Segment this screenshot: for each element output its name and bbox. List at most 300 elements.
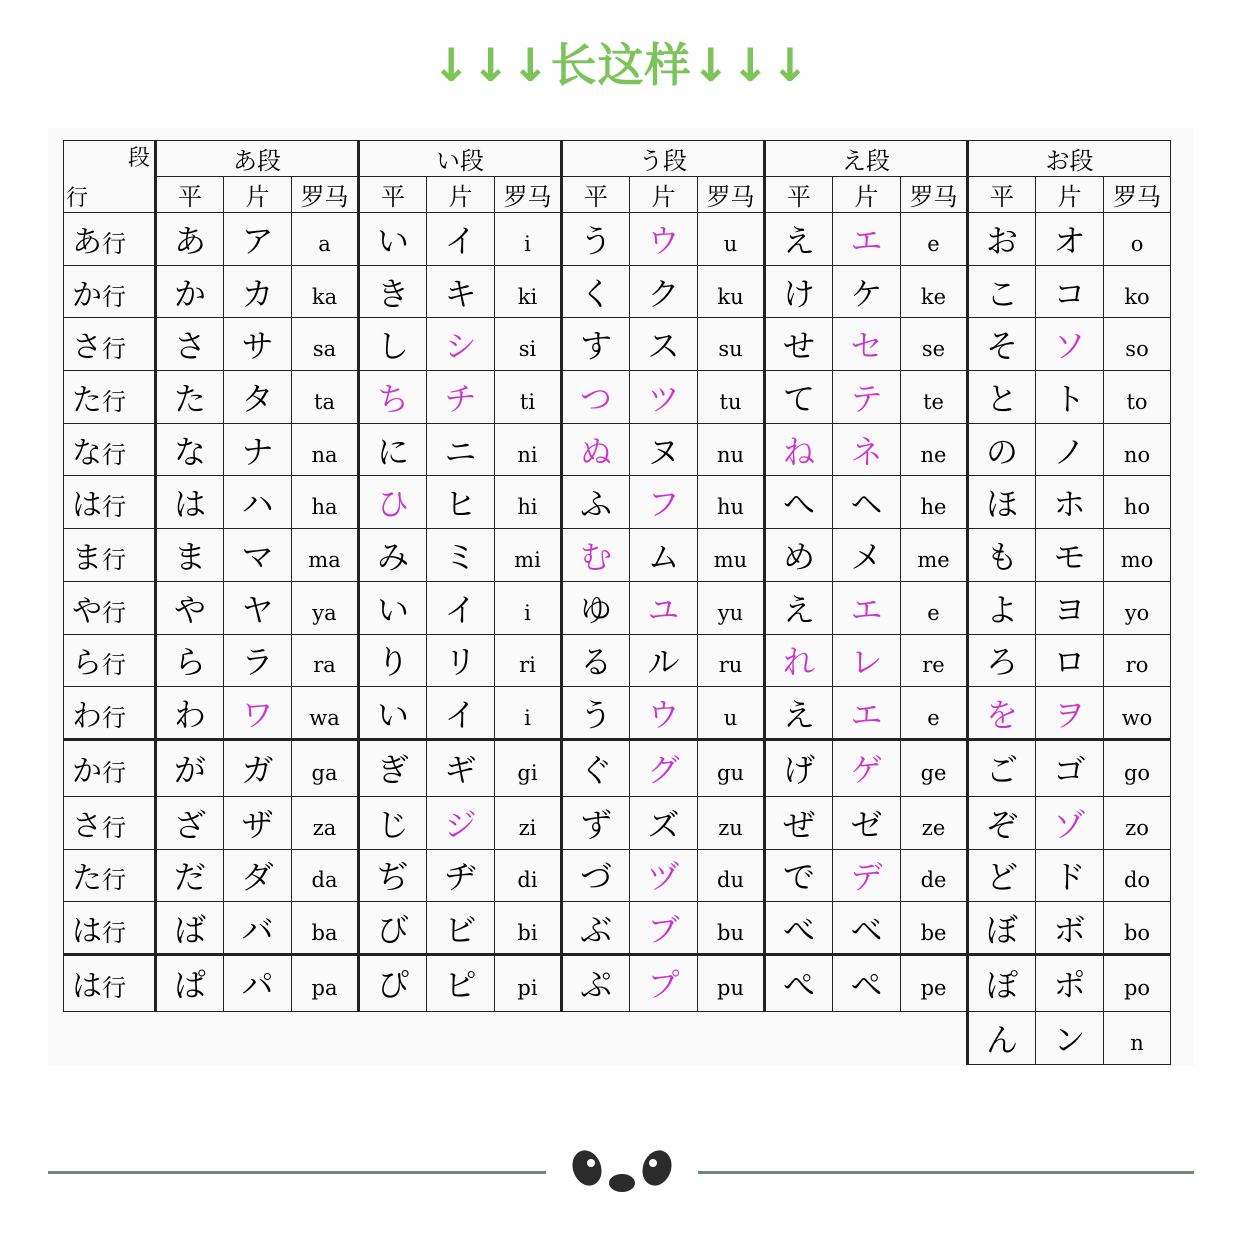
romaji-cell: ni	[495, 423, 562, 476]
romaji-cell: ku	[698, 265, 765, 318]
hiragana-cell: け	[765, 265, 833, 318]
hiragana-cell: げ	[765, 739, 833, 796]
hiragana-cell: で	[765, 849, 833, 902]
hiragana-cell: ん	[968, 1011, 1036, 1064]
romaji-cell: gi	[495, 739, 562, 796]
romaji-cell: i	[495, 213, 562, 266]
hiragana-cell: ぐ	[562, 739, 630, 796]
sub-header: 平	[765, 177, 833, 213]
romaji-cell: ya	[292, 581, 359, 634]
hiragana-cell: ひ	[359, 476, 427, 529]
katakana-cell: ユ	[630, 581, 698, 634]
row-label	[64, 739, 156, 796]
hiragana-cell: じ	[359, 796, 427, 849]
divider-left	[48, 1171, 546, 1174]
romaji-cell: i	[495, 581, 562, 634]
katakana-cell: ウ	[630, 213, 698, 266]
romaji-cell: ba	[292, 902, 359, 955]
hiragana-cell: う	[562, 213, 630, 266]
hiragana-cell: だ	[156, 849, 224, 902]
hiragana-cell: ふ	[562, 476, 630, 529]
hiragana-cell: ほ	[968, 476, 1036, 529]
empty-cell	[562, 1011, 630, 1064]
katakana-cell: コ	[1036, 265, 1104, 318]
katakana-cell: シ	[427, 318, 495, 371]
row-label	[64, 849, 156, 902]
table-row	[64, 902, 1171, 955]
hiragana-cell: や	[156, 581, 224, 634]
romaji-cell: hi	[495, 476, 562, 529]
hiragana-cell: へ	[765, 476, 833, 529]
table-row	[64, 739, 1171, 796]
romaji-cell: ti	[495, 371, 562, 424]
hiragana-cell: せ	[765, 318, 833, 371]
hiragana-cell: ざ	[156, 796, 224, 849]
row-label	[64, 902, 156, 955]
row-label-kana: は	[72, 488, 102, 524]
hiragana-cell: み	[359, 529, 427, 582]
katakana-cell: ネ	[833, 423, 901, 476]
katakana-cell: イ	[427, 687, 495, 740]
row-label-gyo: 行	[102, 282, 126, 311]
katakana-cell: ベ	[833, 902, 901, 955]
hiragana-cell: そ	[968, 318, 1036, 371]
romaji-cell: e	[901, 581, 968, 634]
table-row	[64, 634, 1171, 687]
romaji-cell: ge	[901, 739, 968, 796]
hiragana-cell: か	[156, 265, 224, 318]
katakana-cell: ヲ	[1036, 687, 1104, 740]
row-label-kana: わ	[72, 698, 102, 734]
hiragana-cell: く	[562, 265, 630, 318]
table-row	[64, 687, 1171, 740]
katakana-cell: ム	[630, 529, 698, 582]
row-label-kana: た	[72, 382, 102, 418]
romaji-cell: te	[901, 371, 968, 424]
sub-header: 平	[968, 177, 1036, 213]
sub-header: 罗马	[698, 177, 765, 213]
katakana-cell: ラ	[224, 634, 292, 687]
hiragana-cell: ど	[968, 849, 1036, 902]
katakana-cell: ヘ	[833, 476, 901, 529]
katakana-cell: エ	[833, 213, 901, 266]
katakana-cell: ソ	[1036, 318, 1104, 371]
empty-cell	[427, 1011, 495, 1064]
row-label	[64, 423, 156, 476]
katakana-cell: ザ	[224, 796, 292, 849]
katakana-cell: ギ	[427, 739, 495, 796]
romaji-cell: ra	[292, 634, 359, 687]
romaji-cell: zu	[698, 796, 765, 849]
romaji-cell: bi	[495, 902, 562, 955]
romaji-cell: ri	[495, 634, 562, 687]
katakana-cell: プ	[630, 954, 698, 1011]
table-row	[64, 581, 1171, 634]
romaji-cell: be	[901, 902, 968, 955]
corner-dan-label: 段	[127, 146, 150, 171]
katakana-cell: ド	[1036, 849, 1104, 902]
romaji-cell: wa	[292, 687, 359, 740]
row-label-kana: さ	[72, 808, 102, 844]
hiragana-cell: き	[359, 265, 427, 318]
katakana-cell: エ	[833, 687, 901, 740]
panda-right-eye	[638, 1146, 675, 1189]
hiragana-cell: べ	[765, 902, 833, 955]
katakana-cell: ゼ	[833, 796, 901, 849]
katakana-cell: サ	[224, 318, 292, 371]
sub-header: 平	[359, 177, 427, 213]
row-label	[64, 265, 156, 318]
hiragana-cell: う	[562, 687, 630, 740]
row-label-gyo: 行	[102, 440, 126, 469]
column-header: あ段	[156, 141, 359, 177]
hiragana-cell: あ	[156, 213, 224, 266]
column-header: う段	[562, 141, 765, 177]
katakana-cell: ナ	[224, 423, 292, 476]
sub-header: 片	[427, 177, 495, 213]
row-label-kana: ま	[72, 540, 102, 576]
romaji-cell: zi	[495, 796, 562, 849]
panda-nose	[609, 1174, 635, 1192]
table-row	[64, 849, 1171, 902]
table-row	[64, 954, 1171, 1011]
hiragana-cell: ば	[156, 902, 224, 955]
hiragana-cell: ゆ	[562, 581, 630, 634]
row-label-kana: は	[72, 913, 102, 949]
katakana-cell: ロ	[1036, 634, 1104, 687]
romaji-cell: tu	[698, 371, 765, 424]
hiragana-cell: ま	[156, 529, 224, 582]
hiragana-cell: ぜ	[765, 796, 833, 849]
hiragana-cell: よ	[968, 581, 1036, 634]
romaji-cell: n	[1104, 1011, 1171, 1064]
romaji-cell: o	[1104, 213, 1171, 266]
katakana-cell: ヒ	[427, 476, 495, 529]
hiragana-cell: ぬ	[562, 423, 630, 476]
column-header: お段	[968, 141, 1171, 177]
romaji-cell: da	[292, 849, 359, 902]
table-row	[64, 529, 1171, 582]
romaji-cell: bo	[1104, 902, 1171, 955]
romaji-cell: na	[292, 423, 359, 476]
romaji-cell: mo	[1104, 529, 1171, 582]
hiragana-cell: お	[968, 213, 1036, 266]
hiragana-cell: を	[968, 687, 1036, 740]
romaji-cell: a	[292, 213, 359, 266]
romaji-cell: re	[901, 634, 968, 687]
hiragana-cell: し	[359, 318, 427, 371]
katakana-cell: ヤ	[224, 581, 292, 634]
sub-header: 罗马	[1104, 177, 1171, 213]
romaji-cell: ma	[292, 529, 359, 582]
table-row	[64, 423, 1171, 476]
sub-header: 片	[833, 177, 901, 213]
katakana-cell: ゾ	[1036, 796, 1104, 849]
row-label	[64, 371, 156, 424]
table-row	[64, 476, 1171, 529]
katakana-cell: ケ	[833, 265, 901, 318]
romaji-cell: nu	[698, 423, 765, 476]
hiragana-cell: い	[359, 687, 427, 740]
katakana-cell: レ	[833, 634, 901, 687]
row-label-kana: た	[72, 861, 102, 897]
empty-cell	[292, 1011, 359, 1064]
katakana-cell: ボ	[1036, 902, 1104, 955]
romaji-cell: du	[698, 849, 765, 902]
katakana-cell: エ	[833, 581, 901, 634]
hiragana-cell: え	[765, 213, 833, 266]
katakana-cell: ノ	[1036, 423, 1104, 476]
romaji-cell: pu	[698, 954, 765, 1011]
hiragana-cell: ぴ	[359, 954, 427, 1011]
romaji-cell: me	[901, 529, 968, 582]
empty-cell	[765, 1011, 833, 1064]
row-label-kana: か	[72, 277, 102, 313]
row-label-gyo: 行	[102, 493, 126, 522]
katakana-cell: ゴ	[1036, 739, 1104, 796]
katakana-cell: キ	[427, 265, 495, 318]
katakana-cell: ハ	[224, 476, 292, 529]
row-label-kana: あ	[72, 224, 102, 260]
romaji-cell: u	[698, 687, 765, 740]
hiragana-cell: づ	[562, 849, 630, 902]
romaji-cell: ha	[292, 476, 359, 529]
corner-header	[64, 141, 156, 213]
katakana-cell: ピ	[427, 954, 495, 1011]
hiragana-cell: ろ	[968, 634, 1036, 687]
hiragana-cell: つ	[562, 371, 630, 424]
hiragana-cell: ぢ	[359, 849, 427, 902]
katakana-cell: ジ	[427, 796, 495, 849]
romaji-cell: su	[698, 318, 765, 371]
hiragana-cell: に	[359, 423, 427, 476]
sub-header: 罗马	[901, 177, 968, 213]
hiragana-cell: ね	[765, 423, 833, 476]
empty-cell	[630, 1011, 698, 1064]
katakana-cell: ク	[630, 265, 698, 318]
hiragana-cell: ぱ	[156, 954, 224, 1011]
katakana-cell: ポ	[1036, 954, 1104, 1011]
romaji-cell: pa	[292, 954, 359, 1011]
katakana-cell: セ	[833, 318, 901, 371]
empty-cell	[698, 1011, 765, 1064]
row-label	[64, 213, 156, 266]
katakana-cell: タ	[224, 371, 292, 424]
empty-cell	[495, 1011, 562, 1064]
romaji-cell: si	[495, 318, 562, 371]
romaji-cell: ho	[1104, 476, 1171, 529]
row-label-kana: さ	[72, 330, 102, 366]
hiragana-cell: さ	[156, 318, 224, 371]
row-label-kana: ら	[72, 646, 102, 682]
romaji-cell: bu	[698, 902, 765, 955]
romaji-cell: ne	[901, 423, 968, 476]
romaji-cell: he	[901, 476, 968, 529]
romaji-cell: ta	[292, 371, 359, 424]
romaji-cell: mu	[698, 529, 765, 582]
romaji-cell: ke	[901, 265, 968, 318]
row-label-gyo: 行	[102, 229, 126, 258]
katakana-cell: ダ	[224, 849, 292, 902]
romaji-cell: za	[292, 796, 359, 849]
hiragana-cell: て	[765, 371, 833, 424]
katakana-cell: ズ	[630, 796, 698, 849]
hiragana-cell: た	[156, 371, 224, 424]
hiragana-cell: わ	[156, 687, 224, 740]
sub-header: 罗马	[292, 177, 359, 213]
row-label-gyo: 行	[102, 703, 126, 732]
table-row	[64, 318, 1171, 371]
hiragana-cell: ご	[968, 739, 1036, 796]
sub-header: 罗马	[495, 177, 562, 213]
hiragana-cell: な	[156, 423, 224, 476]
romaji-cell: so	[1104, 318, 1171, 371]
hiragana-cell: る	[562, 634, 630, 687]
row-label	[64, 796, 156, 849]
sub-header: 片	[630, 177, 698, 213]
katakana-cell: ヨ	[1036, 581, 1104, 634]
hiragana-cell: り	[359, 634, 427, 687]
hiragana-cell: ず	[562, 796, 630, 849]
katakana-cell: リ	[427, 634, 495, 687]
hiragana-cell: め	[765, 529, 833, 582]
romaji-cell: mi	[495, 529, 562, 582]
hiragana-cell: び	[359, 902, 427, 955]
hiragana-cell: ぶ	[562, 902, 630, 955]
romaji-cell: ki	[495, 265, 562, 318]
romaji-cell: se	[901, 318, 968, 371]
romaji-cell: ru	[698, 634, 765, 687]
row-label	[64, 476, 156, 529]
hiragana-cell: れ	[765, 634, 833, 687]
empty-cell	[359, 1011, 427, 1064]
romaji-cell: ka	[292, 265, 359, 318]
romaji-cell: ro	[1104, 634, 1171, 687]
hiragana-cell: い	[359, 213, 427, 266]
empty-cell	[64, 1011, 156, 1064]
katakana-cell: カ	[224, 265, 292, 318]
hiragana-cell: ら	[156, 634, 224, 687]
empty-cell	[224, 1011, 292, 1064]
row-label-kana: な	[72, 435, 102, 471]
katakana-cell: パ	[224, 954, 292, 1011]
row-label	[64, 581, 156, 634]
sub-header: 平	[562, 177, 630, 213]
row-label-gyo: 行	[102, 813, 126, 842]
romaji-cell: i	[495, 687, 562, 740]
page-title: ↓↓↓长这样↓↓↓	[431, 38, 811, 92]
corner-gyo-label: 行	[66, 186, 89, 211]
hiragana-cell: え	[765, 581, 833, 634]
hiragana-cell: ぼ	[968, 902, 1036, 955]
sub-header: 片	[1036, 177, 1104, 213]
katakana-cell: ホ	[1036, 476, 1104, 529]
row-label-gyo: 行	[102, 545, 126, 574]
katakana-cell: ヂ	[427, 849, 495, 902]
romaji-cell: yo	[1104, 581, 1171, 634]
katakana-cell: テ	[833, 371, 901, 424]
sub-header: 片	[224, 177, 292, 213]
romaji-cell: no	[1104, 423, 1171, 476]
romaji-cell: ko	[1104, 265, 1171, 318]
katakana-cell: ミ	[427, 529, 495, 582]
katakana-cell: ツ	[630, 371, 698, 424]
hiragana-cell: む	[562, 529, 630, 582]
romaji-cell: e	[901, 687, 968, 740]
row-label-gyo: 行	[102, 974, 126, 1003]
hiragana-cell: ぞ	[968, 796, 1036, 849]
row-label-gyo: 行	[102, 918, 126, 947]
row-label	[64, 318, 156, 371]
romaji-cell: di	[495, 849, 562, 902]
romaji-cell: wo	[1104, 687, 1171, 740]
column-header: え段	[765, 141, 968, 177]
romaji-cell: pi	[495, 954, 562, 1011]
katakana-cell: ン	[1036, 1011, 1104, 1064]
romaji-cell: u	[698, 213, 765, 266]
katakana-cell: ビ	[427, 902, 495, 955]
empty-cell	[901, 1011, 968, 1064]
katakana-cell: ウ	[630, 687, 698, 740]
katakana-cell: ペ	[833, 954, 901, 1011]
romaji-cell: po	[1104, 954, 1171, 1011]
katakana-cell: マ	[224, 529, 292, 582]
row-label-kana: は	[72, 969, 102, 1005]
romaji-cell: yu	[698, 581, 765, 634]
hiragana-cell: ぷ	[562, 954, 630, 1011]
katakana-cell: モ	[1036, 529, 1104, 582]
katakana-cell: ヌ	[630, 423, 698, 476]
table-row	[64, 796, 1171, 849]
katakana-cell: ブ	[630, 902, 698, 955]
empty-cell	[833, 1011, 901, 1064]
hiragana-cell: は	[156, 476, 224, 529]
row-label-gyo: 行	[102, 598, 126, 627]
katakana-cell: グ	[630, 739, 698, 796]
hiragana-cell: こ	[968, 265, 1036, 318]
table-row	[64, 265, 1171, 318]
katakana-cell: ニ	[427, 423, 495, 476]
katakana-cell: デ	[833, 849, 901, 902]
katakana-cell: ワ	[224, 687, 292, 740]
katakana-cell: チ	[427, 371, 495, 424]
katakana-cell: バ	[224, 902, 292, 955]
katakana-cell: ア	[224, 213, 292, 266]
romaji-cell: gu	[698, 739, 765, 796]
divider-right	[698, 1171, 1194, 1174]
row-label	[64, 687, 156, 740]
row-label-kana: か	[72, 754, 102, 790]
kana-table	[63, 140, 1171, 1065]
hiragana-cell: ぎ	[359, 739, 427, 796]
katakana-cell: フ	[630, 476, 698, 529]
table-row	[64, 213, 1171, 266]
katakana-cell: イ	[427, 581, 495, 634]
panda-left-eye	[569, 1146, 606, 1189]
romaji-cell: pe	[901, 954, 968, 1011]
katakana-cell: ガ	[224, 739, 292, 796]
row-label-gyo: 行	[102, 335, 126, 364]
romaji-cell: go	[1104, 739, 1171, 796]
row-label-gyo: 行	[102, 759, 126, 788]
sub-header: 平	[156, 177, 224, 213]
romaji-cell: de	[901, 849, 968, 902]
row-label	[64, 954, 156, 1011]
row-label-kana: や	[72, 593, 102, 629]
empty-cell	[156, 1011, 224, 1064]
hiragana-cell: え	[765, 687, 833, 740]
hiragana-cell: ぺ	[765, 954, 833, 1011]
